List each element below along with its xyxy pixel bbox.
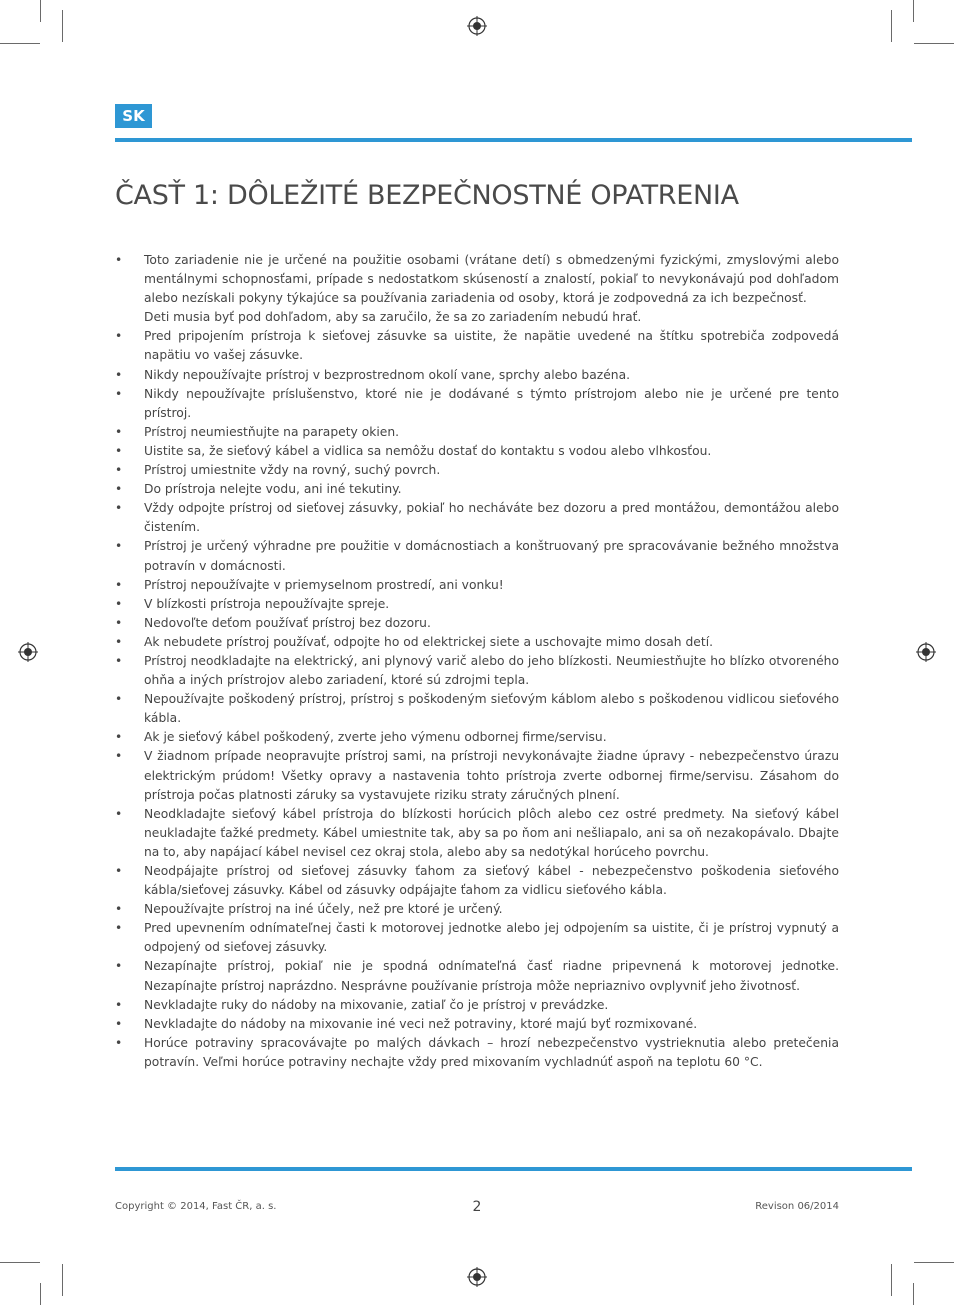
registration-mark-icon [18, 642, 38, 662]
list-item-text: • Pred pripojením prístroja k sieťovej zásuvke sa uistite, že napätie uvedené na štítku spotrebiča zodpovedá napätiu vo vašej zásuvke. [144, 329, 839, 363]
list-item [115, 423, 839, 442]
list-item [115, 537, 839, 575]
list-item-text: • Horúce potraviny spracovávajte po malých dávkach – hrozí nebezpečenstvo vystrieknutia alebo pretečenia potravín. Veľmi horúce potraviny nechajte vždy pred mixovaním vychladnúť aspoň na teplotu 60 °C. [144, 1035, 839, 1069]
crop-mark [40, 1283, 41, 1305]
crop-mark [913, 1283, 914, 1305]
revision-text: Revison 06/2014 [755, 1201, 839, 1212]
list-item [115, 805, 839, 862]
list-item-text: • Toto zariadenie nie je určené na použitie osobami (vrátane detí) s obmedzenými fyzickými, zmyslovými alebo mentálnymi schopnosťami, prípade s nedostatkom skúseností a znalostí, pokiaľ to nevykonávajú pod dohľadom alebo nezískali pokyny týkajúce sa používania zariadenia od osoby, ktorá je zodpovedná za ich bezpečnosť. [144, 253, 839, 306]
list-item [115, 366, 839, 385]
list-item-text: • Nevkladajte ruky do nádoby na mixovanie, zatiaľ čo je prístroj v prevádzke. [144, 997, 609, 1012]
list-item [115, 996, 839, 1015]
list-item [115, 633, 839, 652]
list-item [115, 461, 839, 480]
list-item-text: • Prístroj umiestnite vždy na rovný, suchý povrch. [144, 463, 441, 478]
list-item [115, 251, 839, 327]
list-item [115, 728, 839, 747]
crop-mark [62, 10, 63, 42]
list-item [115, 900, 839, 919]
list-item [115, 327, 839, 365]
crop-mark [0, 1262, 40, 1263]
list-item [115, 480, 839, 499]
list-item-text: • Nepoužívajte prístroj na iné účely, než pre ktoré je určený. [144, 902, 503, 917]
footer-rule [115, 1167, 912, 1171]
list-item-text: • Nezapínajte prístroj, pokiaľ nie je spodná odnímateľná časť riadne pripevnená k motorovej jednotke. Nezapínajte prístroj naprázdno. Nesprávne používanie prístroja môže nepriaznivo ovplyvniť jeho životnosť. [144, 959, 839, 993]
registration-mark-icon [467, 1267, 487, 1287]
list-item-text: • Prístroj neodkladajte na elektrický, ani plynový varič alebo do jeho blízkosti. Neumiestňujte ho blízko otvoreného ohňa a iných prístrojov alebo zariadení, ktoré sú zdrojmi tepla. [144, 653, 839, 688]
crop-mark [40, 0, 41, 22]
registration-mark-icon [916, 642, 936, 662]
crop-mark [891, 10, 892, 42]
registration-mark-icon [467, 16, 487, 36]
list-item [115, 919, 839, 957]
crop-mark [914, 1262, 954, 1263]
list-item-text: • Nevkladajte do nádoby na mixovanie iné veci než potraviny, ktoré majú byť rozmixované. [144, 1016, 698, 1031]
page-title: ČASŤ 1: DÔLEŽITÉ BEZPEČNOSTNÉ OPATRENIA [115, 180, 739, 211]
list-item-text: • Prístroj nepoužívajte v priemyselnom prostredí, ani vonku! [144, 577, 504, 592]
copyright-text: Copyright © 2014, Fast ČR, a. s. [115, 1201, 277, 1212]
list-item [115, 652, 839, 690]
list-item-text: • Do prístroja nelejte vodu, ani iné tekutiny. [144, 482, 402, 497]
list-item-text: • Ak je sieťový kábel poškodený, zverte jeho výmenu odbornej firme/servisu. [144, 730, 607, 745]
list-item-text: • Prístroj je určený výhradne pre použitie v domácnostiach a konštruovaný pre spracovávanie bežného množstva potravín v domácnosti. [144, 539, 839, 573]
header-rule [115, 138, 912, 142]
list-item-text: • Prístroj neumiestňujte na parapety okien. [144, 424, 400, 439]
list-item [115, 690, 839, 728]
list-item [115, 1015, 839, 1034]
list-item-text: • V žiadnom prípade neopravujte prístroj sami, na prístroji nevykonávajte žiadne úpravy - nebezpečenstvo úrazu elektrickým prúdom! Všetky opravy a nastavenia tohto prístroja zverte odbornej firme/servisu. Zásahom do prístroja počas platnosti záruky sa vystavujete riziku straty záručných plnení. [144, 749, 839, 802]
list-item-extra-text: Deti musia byť pod dohľadom, aby sa zaručilo, že sa zo zariadením nebudú hrať. [144, 310, 642, 325]
list-item [115, 957, 839, 995]
crop-mark [891, 1264, 892, 1296]
list-item-text: • Neodpájajte prístroj od sieťovej zásuvky ťahom za sieťový kábel - nebezpečenstvo poškodenia sieťového kábla/sieťovej zásuvky. Kábel od zásuvky odpájajte ťahom za vidlicu sieťového kábla. [144, 864, 839, 898]
crop-mark [62, 1264, 63, 1296]
list-item [115, 499, 839, 537]
list-item-text: • Nikdy nepoužívajte prístroj v bezprostrednom okolí vane, sprchy alebo bazéna. [144, 367, 631, 382]
list-item [115, 862, 839, 900]
list-item [115, 1034, 839, 1072]
page-number: 2 [472, 1199, 482, 1215]
list-item-text: • Nikdy nepoužívajte príslušenstvo, ktoré nie je dodávané s týmto prístrojom alebo nie je určené pre tento prístroj. [144, 386, 839, 420]
list-item-text: • Vždy odpojte prístroj od sieťovej zásuvky, pokiaľ ho necháváte bez dozoru a pred montážou, demontážou alebo čistením. [144, 501, 839, 535]
safety-instructions-list [115, 251, 839, 1072]
crop-mark [0, 43, 40, 44]
list-item-text: • Nedovoľte deťom používať prístroj bez dozoru. [144, 615, 431, 630]
crop-mark [914, 43, 954, 44]
list-item [115, 747, 839, 804]
list-item-text: • Neodkladajte sieťový kábel prístroja do blízkosti horúcich plôch alebo cez ostré predmety. Na sieťový kábel neukladajte ťažké predmety. Kábel umiestnite tak, aby sa po ňom ani nešliapalo, ani sa oň nezakopávalo. Dbajte na to, aby napájací kábel nevisel cez okraj stola, alebo aby sa nedotýkal horúceho povrchu. [144, 806, 839, 859]
list-item-text: • Nepoužívajte poškodený prístroj, prístroj s poškodeným sieťovým káblom alebo s poškodenou vidlicou sieťového kábla. [144, 692, 839, 726]
list-item [115, 576, 839, 595]
list-item [115, 385, 839, 423]
list-item-text: • Uistite sa, že sieťový kábel a vidlica sa nemôžu dostať do kontaktu s vodou alebo vlhkosťou. [144, 443, 712, 458]
list-item-text: • V blízkosti prístroja nepoužívajte spreje. [144, 596, 390, 611]
list-item-text: • Ak nebudete prístroj používať, odpojte ho od elektrickej siete a uschovajte mimo dosah detí. [144, 634, 714, 649]
list-item [115, 442, 839, 461]
list-item [115, 595, 839, 614]
list-item [115, 614, 839, 633]
language-badge: SK [115, 104, 152, 128]
crop-mark [913, 0, 914, 22]
list-item-text: • Pred upevnením odnímateľnej časti k motorovej jednotke alebo jej odpojením sa uistite, či je prístroj vypnutý a odpojený od sieťovej zásuvky. [144, 921, 839, 955]
